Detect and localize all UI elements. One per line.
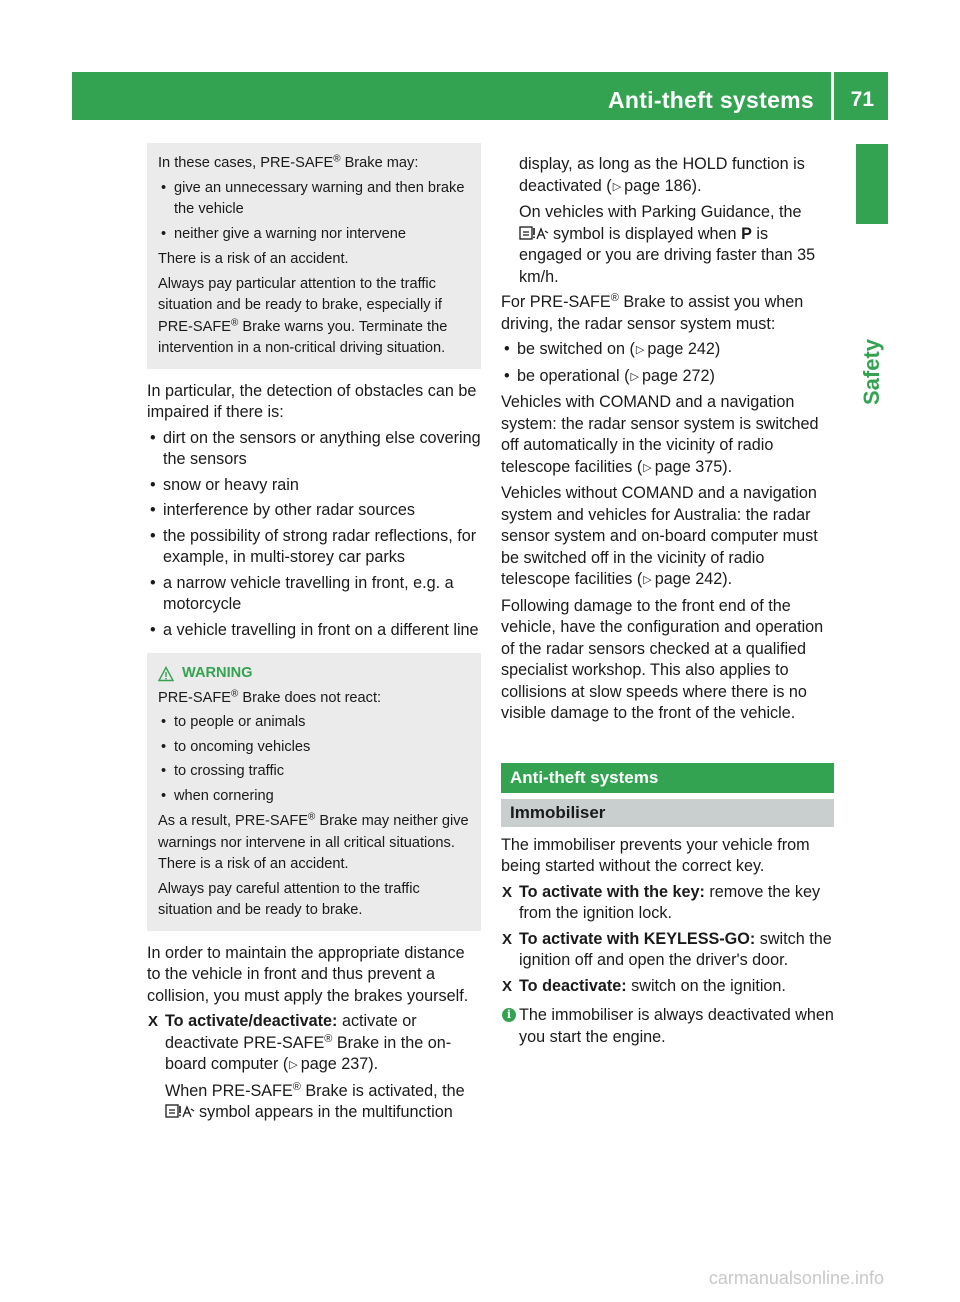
list-item: • a vehicle travelling in front on a different line <box>147 620 481 642</box>
chapter-label-text: Safety <box>859 338 884 406</box>
page-ref-arrow-icon: ▷ <box>635 344 645 356</box>
display-text: display, as long as the HOLD function is deactivated ( <box>519 155 805 195</box>
list-item: • when cornering <box>158 786 471 808</box>
header-title: Anti-theft systems <box>607 87 814 113</box>
list-item <box>501 339 834 362</box>
radar-intro: For PRE-SAFE® Brake to assist you when driving, the radar sensor system must: <box>501 291 804 333</box>
comand-paragraph <box>501 392 834 479</box>
parking-text-c: is engaged or you are driving faster than 35 km/h. <box>519 224 816 286</box>
info-text: The immobiliser is always deactivated when you start the engine. <box>519 1006 834 1046</box>
page-reference[interactable]: page 242). <box>654 570 733 588</box>
step-label: To activate/deactivate: <box>165 1012 338 1030</box>
note-list <box>158 178 471 246</box>
step-text: switch on the ignition. <box>631 976 786 995</box>
radar-list <box>501 339 834 388</box>
immobiliser-intro: The immobiliser prevents your vehicle from being started without the correct key. <box>501 835 810 875</box>
page-reference[interactable]: page 375). <box>654 457 733 476</box>
page-reference[interactable]: page 186). <box>624 176 702 195</box>
step-label: To activate with the key: <box>519 882 705 901</box>
step-label: To activate with KEYLESS-GO: <box>519 929 756 948</box>
gear-p-label: P <box>741 224 752 243</box>
detection-intro: In particular, the detection of obstacles can be impaired if there is: <box>147 381 477 421</box>
list-item <box>501 366 834 389</box>
page-ref-arrow-icon: ▷ <box>289 1059 298 1071</box>
warning-advice: Always pay careful attention to the traffic situation and be ready to brake. <box>158 880 420 918</box>
info-note <box>501 1005 834 1048</box>
symbol-appears-text: symbol appears in the multifunction <box>199 1103 453 1121</box>
step-item <box>501 882 834 925</box>
subsection-heading: Immobiliser <box>501 799 834 827</box>
chapter-tab <box>856 144 888 224</box>
step-item <box>147 1011 481 1124</box>
page-number: 71 <box>850 88 874 111</box>
warning-heading <box>158 663 471 685</box>
display-continuation <box>501 154 834 198</box>
list-item: • neither give a warning nor intervene <box>158 224 471 246</box>
activated-sentence: When PRE-SAFE® Brake is activated, the <box>165 1080 465 1100</box>
detection-list <box>147 428 481 642</box>
no-comand-text: Vehicles without COMAND and a navigation system and vehicles for Australia: the radar sensor system and on-board computer must be switched off in the vicinity of radio telescope facilities ( <box>501 484 818 588</box>
parking-guidance-text <box>501 202 834 288</box>
pre-safe-brake-symbol-icon <box>519 225 549 241</box>
parking-text-b: symbol is displayed when <box>553 224 737 243</box>
page-ref-arrow-icon: ▷ <box>643 574 652 586</box>
page-ref-arrow-icon: ▷ <box>630 370 639 383</box>
note-box <box>147 143 481 369</box>
warning-box <box>147 653 481 931</box>
comand-text: Vehicles with COMAND and a navigation system: the radar sensor system is switched off automatically in the vicinity of radio telescope facilities ( <box>501 393 819 476</box>
list-item: • snow or heavy rain <box>147 475 481 497</box>
maintain-distance-text: In order to maintain the appropriate distance to the vehicle in front and thus prevent a collision, you must apply the brakes yourself. <box>147 943 469 1005</box>
footer-watermark: carmanualsonline.info <box>708 1268 884 1288</box>
warning-title: WARNING <box>182 665 253 681</box>
activated-text <box>165 1081 481 1124</box>
warning-intro: PRE-SAFE® Brake does not react: <box>158 688 382 706</box>
info-icon: i <box>502 1008 516 1022</box>
radar-item-text: be operational ( <box>517 366 630 385</box>
page-ref-arrow-icon: ▷ <box>643 461 652 474</box>
step-label: To deactivate: <box>519 976 627 995</box>
note-risk: There is a risk of an accident. <box>158 251 349 267</box>
list-item: • to crossing traffic <box>158 761 471 783</box>
warning-list <box>158 712 471 807</box>
list-item: • give an unnecessary warning and then brake the vehicle <box>158 178 471 221</box>
list-item: • interference by other radar sources <box>147 500 481 522</box>
activate-steps <box>147 1011 481 1124</box>
list-item: • a narrow vehicle travelling in front, e.g. a motorcycle <box>147 573 481 616</box>
list-item: • the possibility of strong radar reflections, for example, in multi-storey car parks <box>147 526 481 569</box>
parking-text-a: On vehicles with Parking Guidance, the <box>519 203 802 221</box>
step-item <box>501 929 834 972</box>
left-column <box>147 143 481 1128</box>
list-item: • to people or animals <box>158 712 471 734</box>
immobiliser-steps <box>501 882 834 998</box>
step-text: remove the key from the ignition lock. <box>519 882 821 922</box>
list-item: • to oncoming vehicles <box>158 737 471 759</box>
radar-item-text: be switched on ( <box>517 340 635 358</box>
page-reference[interactable]: page 272) <box>641 366 715 385</box>
header-divider <box>831 72 834 120</box>
page-header <box>72 72 888 120</box>
right-column <box>501 154 834 1048</box>
page-ref-arrow-icon: ▷ <box>612 180 622 193</box>
page-reference[interactable]: page 242) <box>647 340 721 358</box>
step-text: activate or deactivate PRE-SAFE® Brake in the on-board computer ( <box>165 1012 452 1073</box>
no-comand-paragraph <box>501 483 834 592</box>
warning-triangle-icon <box>158 666 174 682</box>
pre-safe-brake-symbol-icon <box>165 1103 195 1119</box>
warning-result: As a result, PRE-SAFE® Brake may neither give warnings nor intervene in all critical situations. There is a risk of an accident. <box>158 811 469 872</box>
note-advice: Always pay particular attention to the traffic situation and be ready to brake, especially if PRE-SAFE® Brake warns you. Terminate the intervention in a non-critical driving situation. <box>158 275 448 356</box>
section-heading: Anti-theft systems <box>501 763 834 793</box>
step-text: switch the ignition off and open the driver's door. <box>519 929 832 969</box>
chapter-label <box>852 332 892 412</box>
step-item <box>501 976 834 998</box>
damage-paragraph: Following damage to the front end of the vehicle, have the configuration and operation of the radar sensors checked at a qualified specialist workshop. This also applies to collisions at slow speeds where there is no visible damage to the front of the vehicle. <box>501 596 824 722</box>
page-reference[interactable]: page 237). <box>300 1055 379 1073</box>
note-intro: In these cases, PRE-SAFE® Brake may: <box>158 153 419 171</box>
list-item: • dirt on the sensors or anything else covering the sensors <box>147 428 481 471</box>
